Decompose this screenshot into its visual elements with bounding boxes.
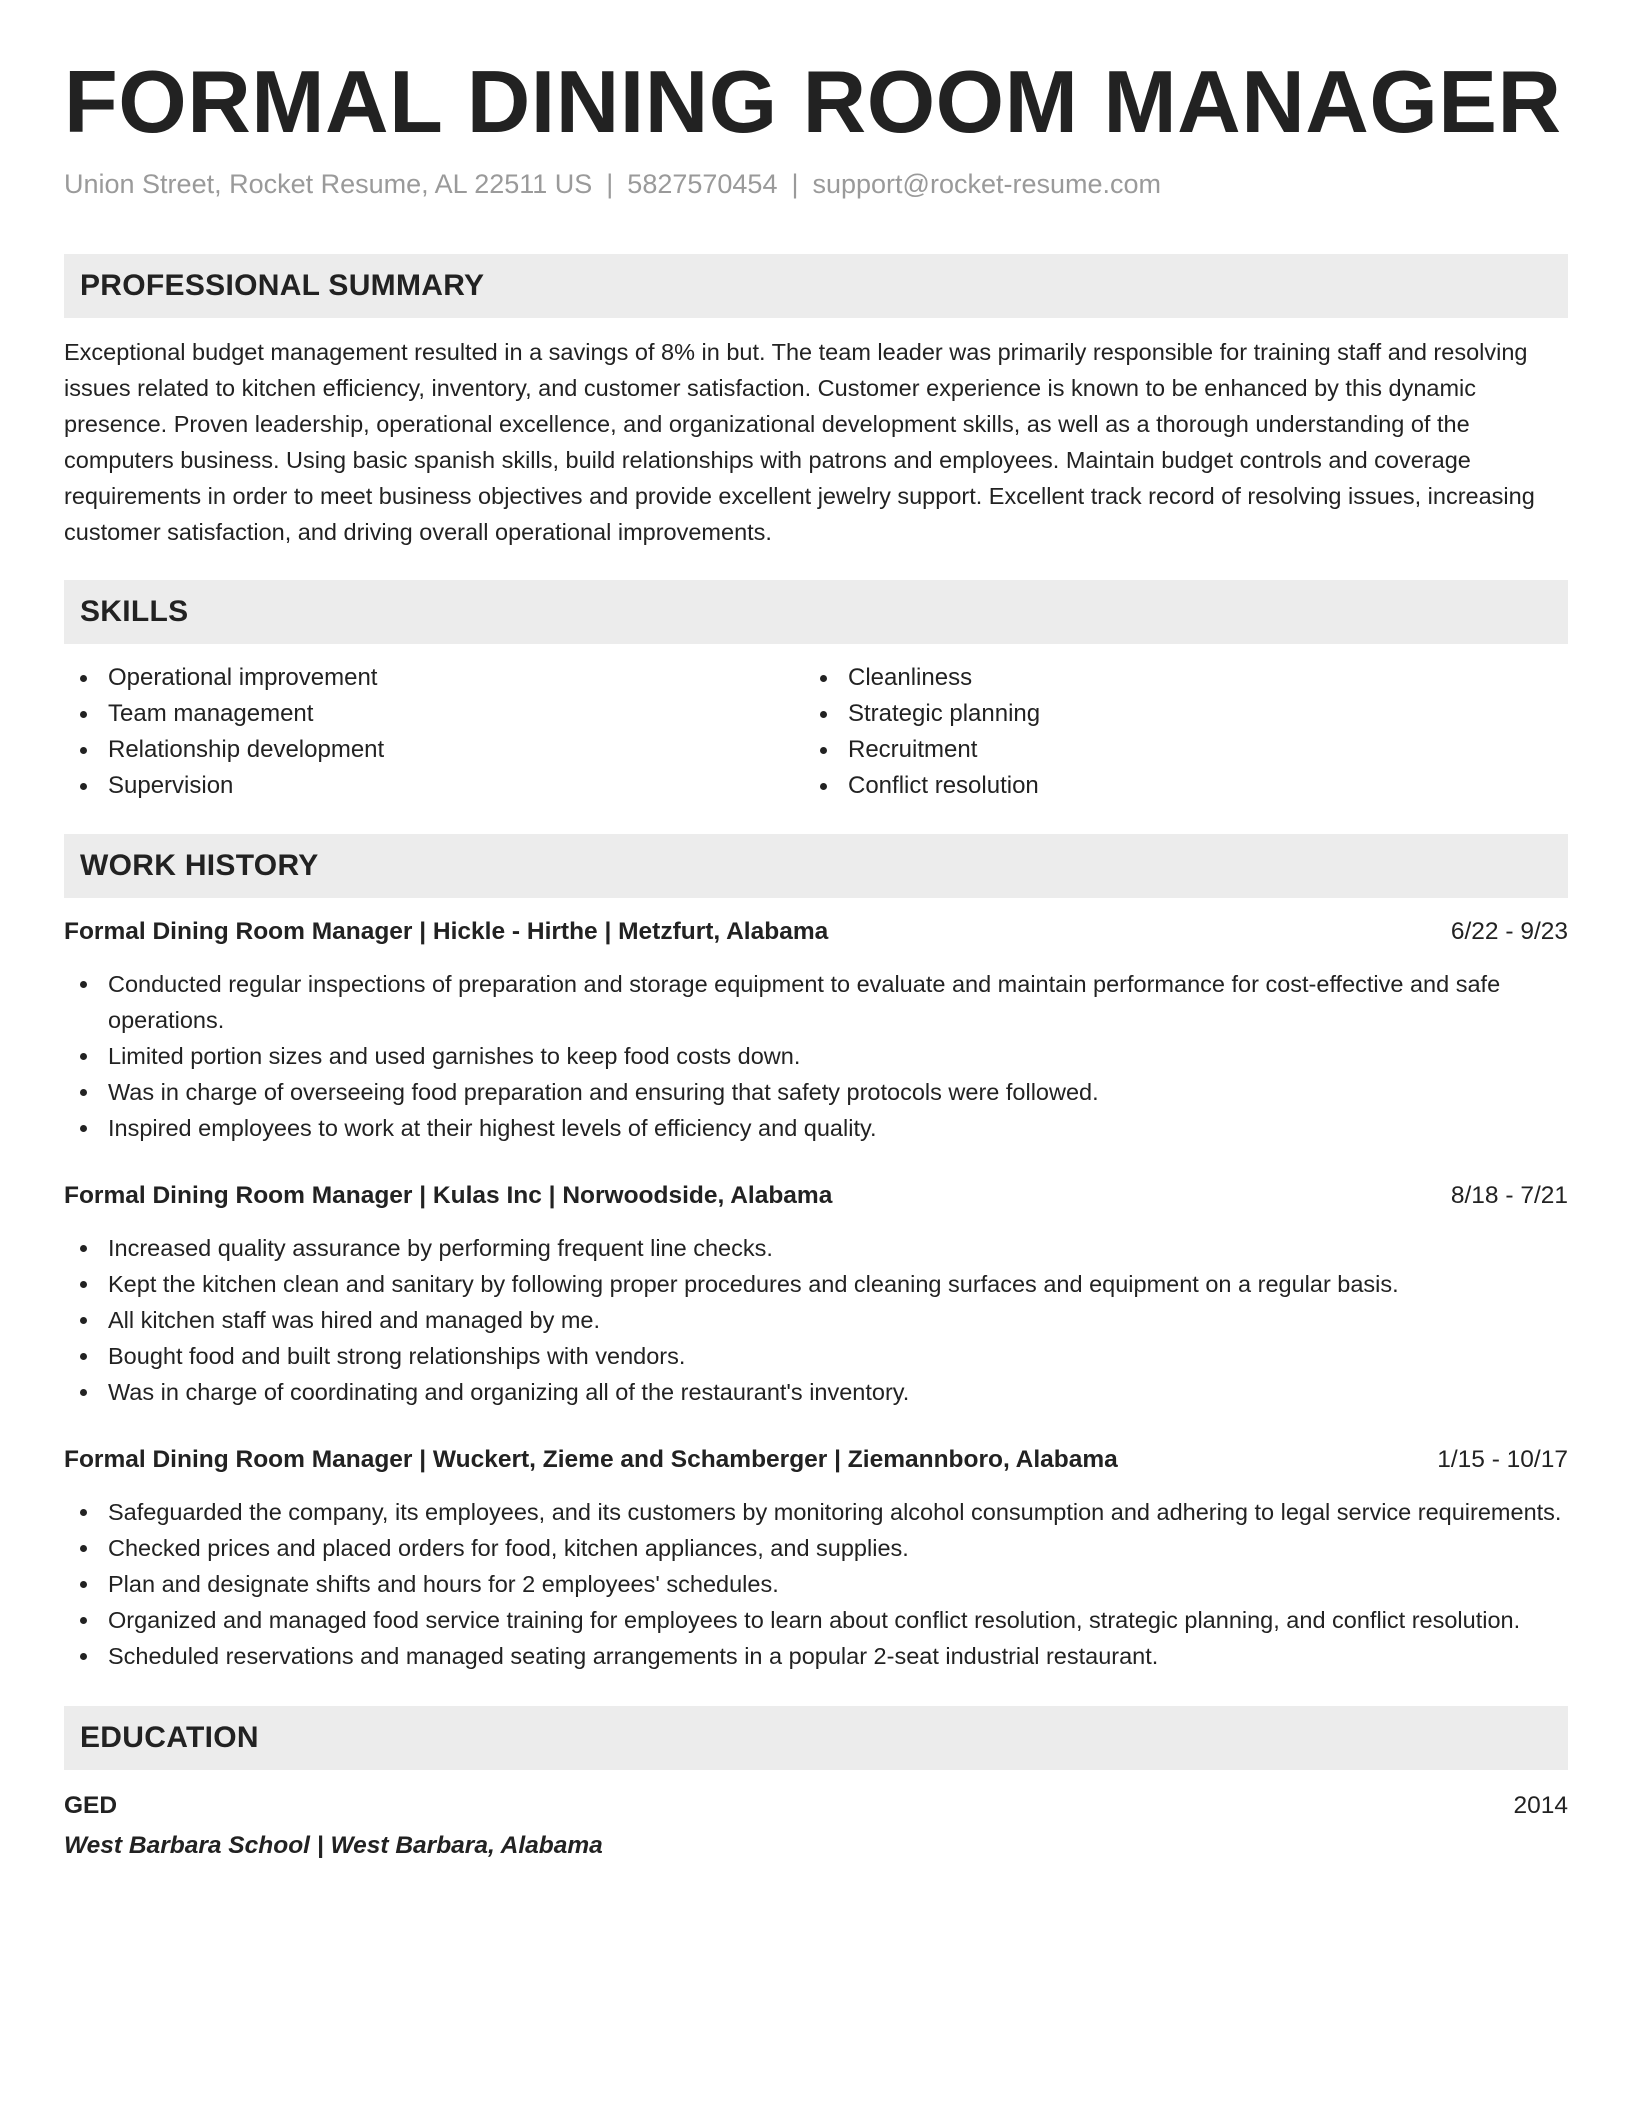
skill-item: Operational improvement (64, 660, 804, 696)
skill-item: Strategic planning (804, 696, 1568, 732)
skill-item: Conflict resolution (804, 768, 1568, 804)
job-bullet: All kitchen staff was hired and managed by me. (64, 1302, 1568, 1338)
job-title: Formal Dining Room Manager | Hickle - Hirthe | Metzfurt, Alabama (64, 917, 829, 945)
job-entry (64, 1178, 1568, 1410)
section-header-skills: SKILLS (64, 580, 1568, 644)
skill-item: Relationship development (64, 732, 804, 768)
job-bullets (64, 966, 1568, 1146)
job-bullet: Bought food and built strong relationships with vendors. (64, 1338, 1568, 1374)
skill-item: Supervision (64, 768, 804, 804)
contact-email: support@rocket-resume.com (812, 168, 1162, 199)
job-bullet: Conducted regular inspections of preparation and storage equipment to evaluate and maintain performance for cost-effective and safe operations. (64, 966, 1568, 1038)
job-dates: 8/18 - 7/21 (1450, 1181, 1568, 1209)
job-bullet: Was in charge of overseeing food preparation and ensuring that safety protocols were followed. (64, 1074, 1568, 1110)
skills-column-right (804, 660, 1568, 804)
contact-line (64, 167, 1568, 202)
contact-separator: | (791, 168, 799, 199)
skill-item: Team management (64, 696, 804, 732)
job-bullet: Scheduled reservations and managed seating arrangements in a popular 2-seat industrial restaurant. (64, 1638, 1568, 1674)
job-bullet: Inspired employees to work at their highest levels of efficiency and quality. (64, 1110, 1568, 1146)
education-year: 2014 (1513, 1791, 1568, 1819)
job-bullets (64, 1230, 1568, 1410)
section-header-work-history: WORK HISTORY (64, 834, 1568, 898)
job-entry (64, 1442, 1568, 1674)
job-entry (64, 914, 1568, 1146)
job-bullet: Limited portion sizes and used garnishes to keep food costs down. (64, 1038, 1568, 1074)
contact-separator: | (606, 168, 614, 199)
education-header (64, 1786, 1568, 1826)
skill-item: Cleanliness (804, 660, 1568, 696)
job-bullet: Plan and designate shifts and hours for 2 employees' schedules. (64, 1566, 1568, 1602)
job-header (64, 914, 1568, 950)
section-header-summary: PROFESSIONAL SUMMARY (64, 254, 1568, 318)
job-header (64, 1442, 1568, 1478)
skills-column-left (64, 660, 804, 804)
candidate-name: FORMAL DINING ROOM MANAGER (64, 52, 1562, 151)
education-school: West Barbara School | West Barbara, Alabama (64, 1831, 603, 1859)
education-entry (64, 1786, 1568, 1866)
job-bullet: Increased quality assurance by performing frequent line checks. (64, 1230, 1568, 1266)
summary-text: Exceptional budget management resulted in a savings of 8% in but. The team leader was primarily responsible for training staff and resolving issues related to kitchen efficiency, inventory, and customer satisfaction. Customer experience is known to be enhanced by this dynamic presence. Proven leadership, operational excellence, and organizational development skills, as well as a thorough understanding of the computers business. Using basic spanish skills, build relationships with patrons and employees. Maintain budget controls and coverage requirements in order to meet business objectives and provide excellent jewelry support. Excellent track record of resolving issues, increasing customer satisfaction, and driving overall operational improvements. (64, 338, 1535, 545)
job-title: Formal Dining Room Manager | Kulas Inc | Norwoodside, Alabama (64, 1181, 833, 1209)
job-title: Formal Dining Room Manager | Wuckert, Zieme and Schamberger | Ziemannboro, Alabama (64, 1445, 1118, 1473)
job-header (64, 1178, 1568, 1214)
job-bullet: Safeguarded the company, its employees, and its customers by monitoring alcohol consumption and adhering to legal service requirements. (64, 1494, 1568, 1530)
job-dates: 1/15 - 10/17 (1437, 1445, 1568, 1473)
job-bullet: Organized and managed food service training for employees to learn about conflict resolution, strategic planning, and conflict resolution. (64, 1602, 1568, 1638)
section-header-education: EDUCATION (64, 1706, 1568, 1770)
skill-item: Recruitment (804, 732, 1568, 768)
job-bullet: Kept the kitchen clean and sanitary by following proper procedures and cleaning surfaces and equipment on a regular basis. (64, 1266, 1568, 1302)
job-dates: 6/22 - 9/23 (1450, 917, 1568, 945)
job-bullets (64, 1494, 1568, 1674)
education-degree: GED (64, 1791, 118, 1819)
job-bullet: Checked prices and placed orders for food, kitchen appliances, and supplies. (64, 1530, 1568, 1566)
job-bullet: Was in charge of coordinating and organizing all of the restaurant's inventory. (64, 1374, 1568, 1410)
contact-address: Union Street, Rocket Resume, AL 22511 US (64, 168, 593, 199)
skills-list (64, 660, 1568, 804)
contact-phone: 5827570454 (627, 168, 778, 199)
